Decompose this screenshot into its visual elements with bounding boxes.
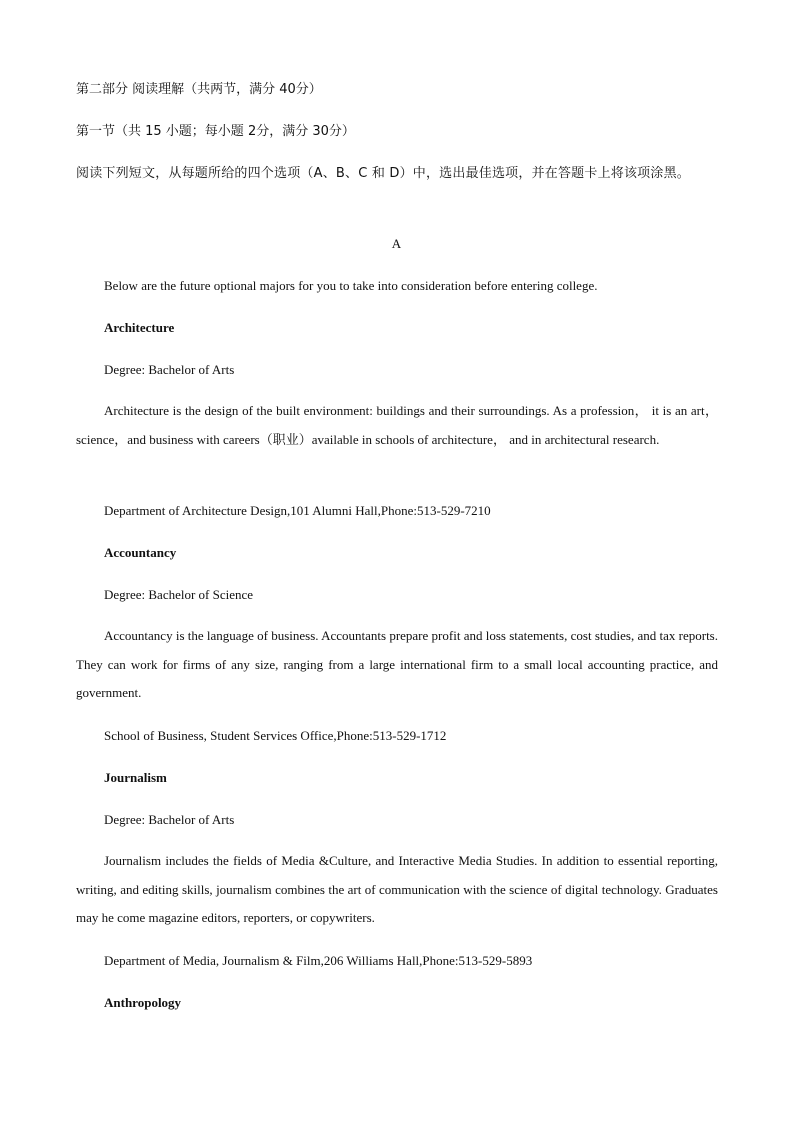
passage-intro: Below are the future optional majors for you to take into consideration before entering college. <box>104 278 598 293</box>
part-title: 第二部分 阅读理解（共两节，满分 40分） <box>76 82 322 97</box>
major-degree-journalism: Degree: Bachelor of Arts <box>104 812 235 827</box>
major-description-architecture: Architecture is the design of the built environment: buildings and their surroundings. As a profession， it is an art， science，and business with careers（职业）available in schools of architecture， and in architectural research. <box>76 403 718 447</box>
major-heading-journalism: Journalism <box>104 770 167 785</box>
major-degree-architecture: Degree: Bachelor of Arts <box>104 362 235 377</box>
major-description-journalism: Journalism includes the fields of Media &Culture, and Interactive Media Studies. In addition to essential reporting, writing, and editing skills, journalism combines the art of communication with the science of digital technology. Graduates may he come magazine editors, reporters, or copywriters. <box>76 853 718 925</box>
passage-label: A <box>391 236 402 251</box>
major-degree-accountancy: Degree: Bachelor of Science <box>104 587 254 602</box>
section-title: 第一节（共 15 小题；每小题 2分，满分 30分） <box>76 124 355 139</box>
major-heading-accountancy: Accountancy <box>104 545 177 560</box>
major-contact-journalism: Department of Media, Journalism & Film,206 Williams Hall,Phone:513-529-5893 <box>104 953 533 968</box>
major-heading-architecture: Architecture <box>104 320 175 335</box>
major-description-accountancy: Accountancy is the language of business. Accountants prepare profit and loss statements, cost studies, and tax reports. They can work for firms of any size, ranging from a large international firm to a small local accounting practice, and government. <box>76 628 718 700</box>
major-heading-anthropology: Anthropology <box>104 995 182 1010</box>
major-contact-architecture: Department of Architecture Design,101 Alumni Hall,Phone:513-529-7210 <box>104 503 491 518</box>
instructions: 阅读下列短文，从每题所给的四个选项（A、B、C 和 D）中，选出最佳选项，并在答题卡上将该项涂黑。 <box>76 166 690 181</box>
major-contact-accountancy: School of Business, Student Services Office,Phone:513-529-1712 <box>104 728 447 743</box>
